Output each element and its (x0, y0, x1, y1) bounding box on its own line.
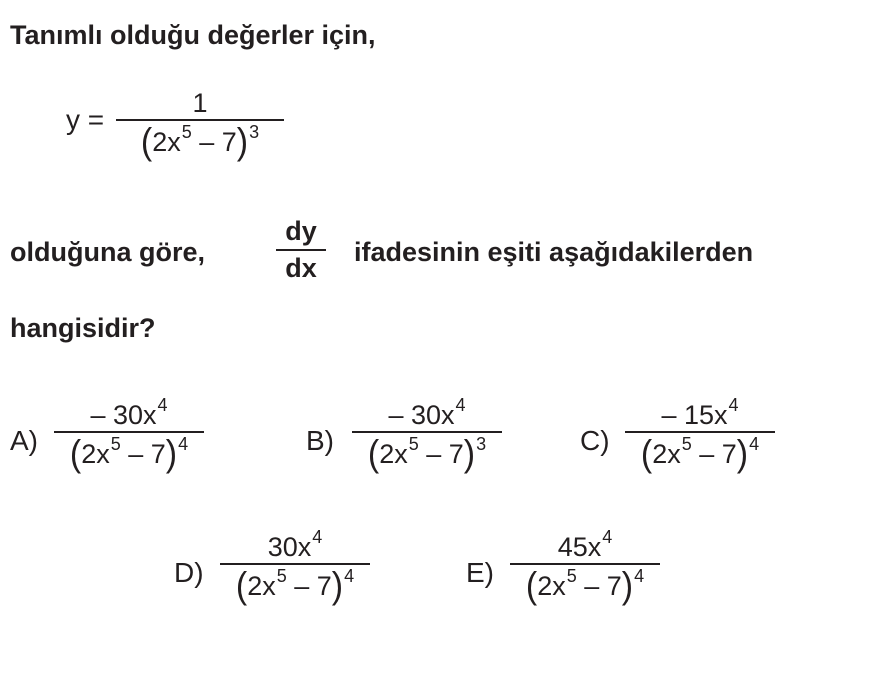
option-b-fraction[interactable]: – $30x^4$ $(2x^5 - 7)^3$ (352, 400, 502, 472)
option-b-label[interactable]: B) (306, 425, 334, 456)
function-denominator: $(2x^5 - 7)^3$ (140, 121, 260, 163)
question-line2-start: olduğuna göre, (10, 237, 205, 267)
function-numerator: 1 (192, 88, 208, 118)
question-line2-end: ifadesinin eşiti aşağıdakilerden (354, 237, 754, 267)
derivative-dydx (276, 216, 326, 284)
option-e-label[interactable]: E) (466, 557, 494, 588)
function-fraction (116, 88, 284, 163)
option-e-fraction[interactable]: $45x^4$ $(2x^5 - 7)^4$ (510, 532, 660, 604)
function-lhs: y = (66, 104, 105, 135)
question-line3: hangisidir? (10, 313, 156, 343)
derivative-den: dx (285, 253, 317, 283)
option-d-fraction[interactable]: $30x^4$ $(2x^5 - 7)^4$ (220, 532, 370, 604)
option-c-fraction[interactable]: – $15x^4$ $(2x^5 - 7)^4$ (625, 400, 775, 472)
option-a-label[interactable]: A) (10, 425, 38, 456)
option-c-label[interactable]: C) (580, 425, 610, 456)
question-intro: Tanımlı olduğu değerler için, (10, 20, 376, 50)
option-a-fraction[interactable]: – $30x^4$ $(2x^5 - 7)^4$ (54, 400, 204, 472)
derivative-num: dy (285, 216, 317, 246)
option-d-label[interactable]: D) (174, 557, 204, 588)
